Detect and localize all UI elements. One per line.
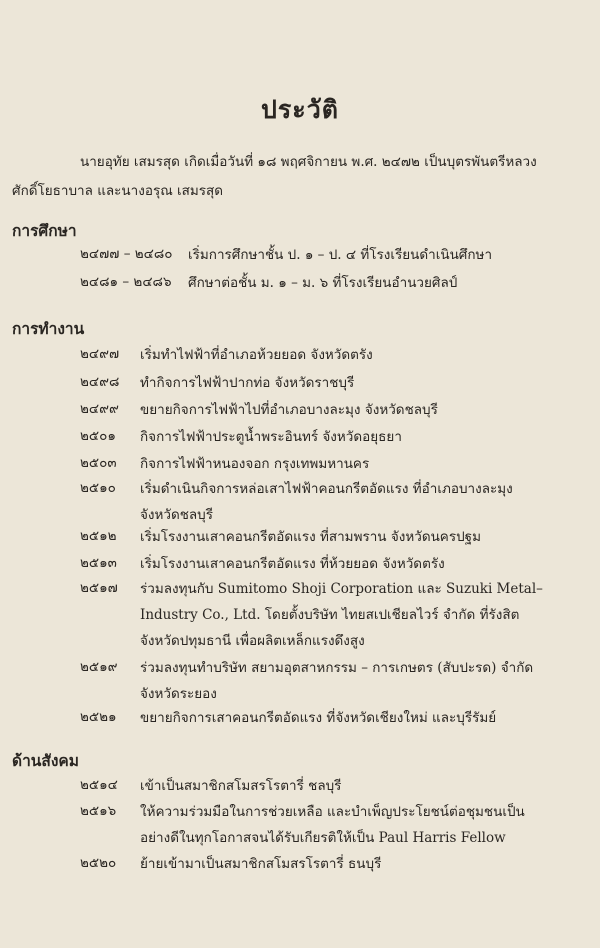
entry-year: ๒๕๑๓ (80, 555, 117, 571)
intro-paragraph: นายอุทัย เสมรสุด เกิดเมื่อวันที่ ๑๘ พฤศจิกายน พ.ศ. ๒๔๗๒ เป็นบุตรพันตรีหลวงศักดิ์โยธาบาล และนางอรุณ เสมรสุด (12, 154, 537, 199)
entry-year: ๒๕๐๑ (80, 428, 116, 444)
entry-year: ๒๕๑๒ (80, 528, 117, 544)
entry-text: ให้ความร่วมมือในการช่วยเหลือ และบำเพ็ญประโยชน์ต่อชุมชนเป็นอย่างดีในทุกโอกาสจนได้รับเกียรติให้เป็น Paul Harris Fellow (140, 804, 525, 846)
entry-text: ย้ายเข้ามาเป็นสมาชิกสโมสรโรตารี่ ธนบุรี (140, 856, 382, 872)
entry-text: ร่วมลงทุนทำบริษัท สยามอุตสาหกรรม – การเกษตร (สับปะรด) จำกัด จังหวัดระยอง (140, 660, 534, 702)
entry-text: กิจการไฟฟ้าประตูน้ำพระอินทร์ จังหวัดอยุธยา (140, 429, 402, 445)
entry-text: ร่วมลงทุนกับ Sumitomo Shoji Corporation และ Suzuki Metal–Industry Co., Ltd. โดยตั้งบริษัท ไทยสเปเชียลไวร์ จำกัด ที่รังสิต จังหวัดปทุมธานี เพื่อผลิตเหล็กแรงดึงสูง (140, 581, 543, 649)
entry-year: ๒๕๑๖ (80, 803, 117, 819)
entry-year: ๒๕๒๑ (80, 709, 117, 725)
entry-text: เริ่มโรงงานเสาคอนกรีตอัดแรง ที่ห้วยยอด จังหวัดตรัง (140, 556, 445, 572)
entry-year: ๒๔๙๙ (80, 401, 119, 417)
entry-year: ๒๔๙๗ (80, 346, 120, 362)
entry-text: ขยายกิจการไฟฟ้าไปที่อำเภอบางละมุง จังหวัดชลบุรี (140, 402, 438, 418)
entry-year: ๒๕๐๓ (80, 455, 117, 471)
entry-year: ๒๕๑๗ (80, 580, 118, 596)
entry-text: ศึกษาต่อชั้น ม. ๑ – ม. ๖ ที่โรงเรียนอำนวยศิลป์ (188, 275, 458, 291)
entry-text: เริ่มการศึกษาชั้น ป. ๑ – ป. ๔ ที่โรงเรียนดำเนินศึกษา (188, 247, 493, 263)
entry-year: ๒๔๙๘ (80, 374, 120, 390)
entry-year: ๒๕๒๐ (80, 855, 117, 871)
entry-text: ทำกิจการไฟฟ้าปากท่อ จังหวัดราชบุรี (140, 375, 355, 391)
entry-text: กิจการไฟฟ้าหนองจอก กรุงเทพมหานคร (140, 456, 370, 472)
section-heading-work: การทำงาน (12, 320, 85, 338)
page-title: ประวัติ (261, 95, 339, 124)
entry-text: เข้าเป็นสมาชิกสโมสรโรตารี่ ชลบุรี (140, 778, 342, 794)
entry-year: ๒๕๑๐ (80, 480, 116, 496)
section-heading-social: ด้านสังคม (12, 752, 79, 770)
entry-text: เริ่มโรงงานเสาคอนกรีตอัดแรง ที่สามพราน จังหวัดนครปฐม (140, 529, 482, 545)
entry-year: ๒๔๘๑ – ๒๔๘๖ (80, 274, 172, 290)
entry-text: ขยายกิจการเสาคอนกรีตอัดแรง ที่จังหวัดเชียงใหม่ และบุรีรัมย์ (140, 710, 497, 726)
entry-year: ๒๕๑๔ (80, 777, 118, 793)
section-heading-education: การศึกษา (12, 222, 77, 240)
entry-text: เริ่มทำไฟฟ้าที่อำเภอห้วยยอด จังหวัดตรัง (140, 347, 373, 363)
entry-year: ๒๕๑๙ (80, 659, 118, 675)
entry-year: ๒๔๗๗ – ๒๔๘๐ (80, 246, 173, 262)
entry-text: เริ่มดำเนินกิจการหล่อเสาไฟฟ้าคอนกรีตอัดแรง ที่อำเภอบางละมุง จังหวัดชลบุรี (140, 481, 513, 523)
